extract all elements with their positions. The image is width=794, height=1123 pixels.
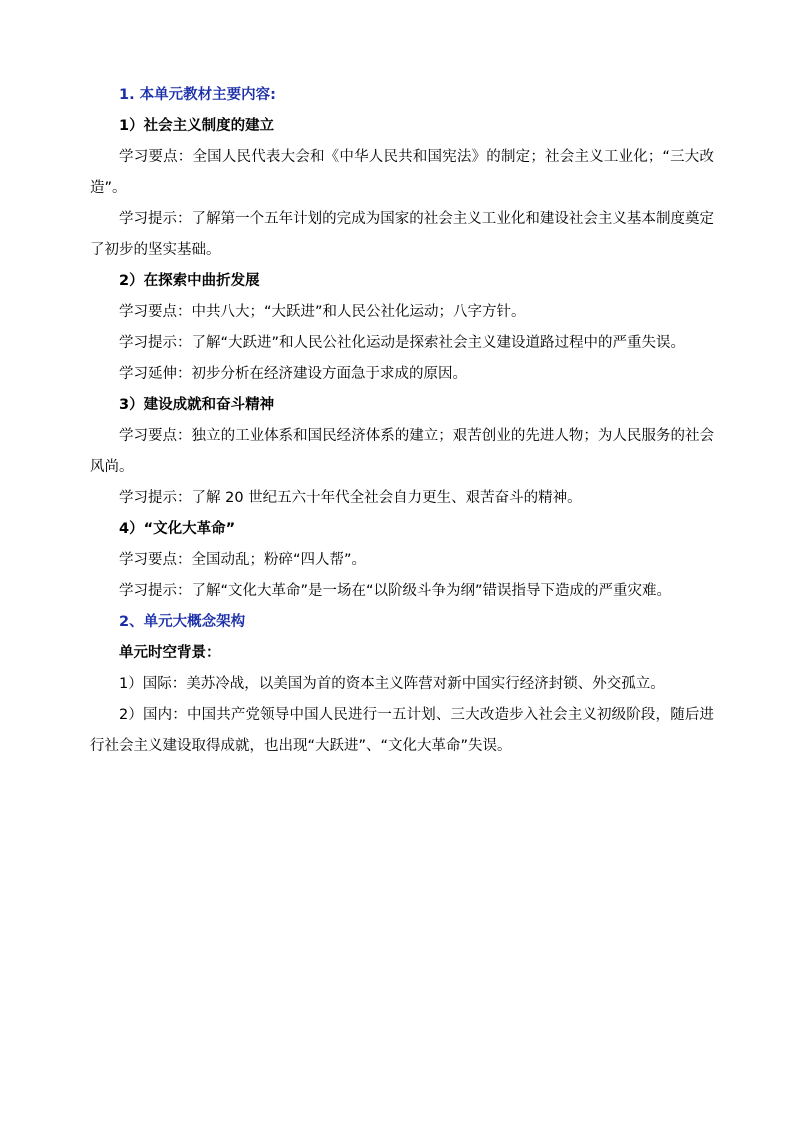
sub1-heading: 1）社会主义制度的建立 [119, 118, 275, 134]
sub2-extension: 学习延伸：初步分析在经济建设方面急于求成的原因。 [119, 366, 467, 382]
sub1-tips: 学习提示：了解第一个五年计划的完成为国家的社会主义工业化和建设社会主义基本制度奠定了初步的坚实基础。 [90, 211, 714, 258]
sub3-heading: 3）建设成就和奋斗精神 [119, 397, 275, 413]
section1-title: 1. 本单元教材主要内容: [119, 87, 276, 103]
sub2-heading: 2）在探索中曲折发展 [119, 273, 260, 289]
sub4-tips: 学习提示：了解“文化大革命”是一场在“以阶级斗争为纲”错误指导下造成的严重灾难。 [119, 583, 672, 599]
domestic-background: 2）国内：中国共产党领导中国人民进行一五计划、三大改造步入社会主义初级阶段，随后进行社会主义建设取得成就，也出现“大跃进”、“文化大革命”失误。 [90, 707, 714, 754]
sub1-points: 学习要点：全国人民代表大会和《中华人民共和国宪法》的制定；社会主义工业化；“三大改造”。 [90, 149, 714, 196]
international-background: 1）国际：美苏冷战，以美国为首的资本主义阵营对新中国实行经济封锁、外交孤立。 [119, 676, 665, 692]
sub4-points: 学习要点：全国动乱；粉碎“四人帮”。 [119, 552, 367, 568]
sub4-heading: 4）“文化大革命” [119, 521, 236, 537]
document-page [90, 80, 714, 762]
sub3-tips: 学习提示：了解 20 世纪五六十年代全社会自力更生、艰苦奋斗的精神。 [119, 490, 582, 506]
sub2-points: 学习要点：中共八大；“大跃进”和人民公社化运动；八字方针。 [119, 304, 526, 320]
background-heading: 单元时空背景： [119, 645, 221, 661]
sub3-points: 学习要点：独立的工业体系和国民经济体系的建立；艰苦创业的先进人物；为人民服务的社会风尚。 [90, 428, 714, 475]
section2-title: 2、单元大概念架构 [119, 614, 246, 630]
sub2-tips: 学习提示：了解“大跃进”和人民公社化运动是探索社会主义建设道路过程中的严重失误。 [119, 335, 686, 351]
